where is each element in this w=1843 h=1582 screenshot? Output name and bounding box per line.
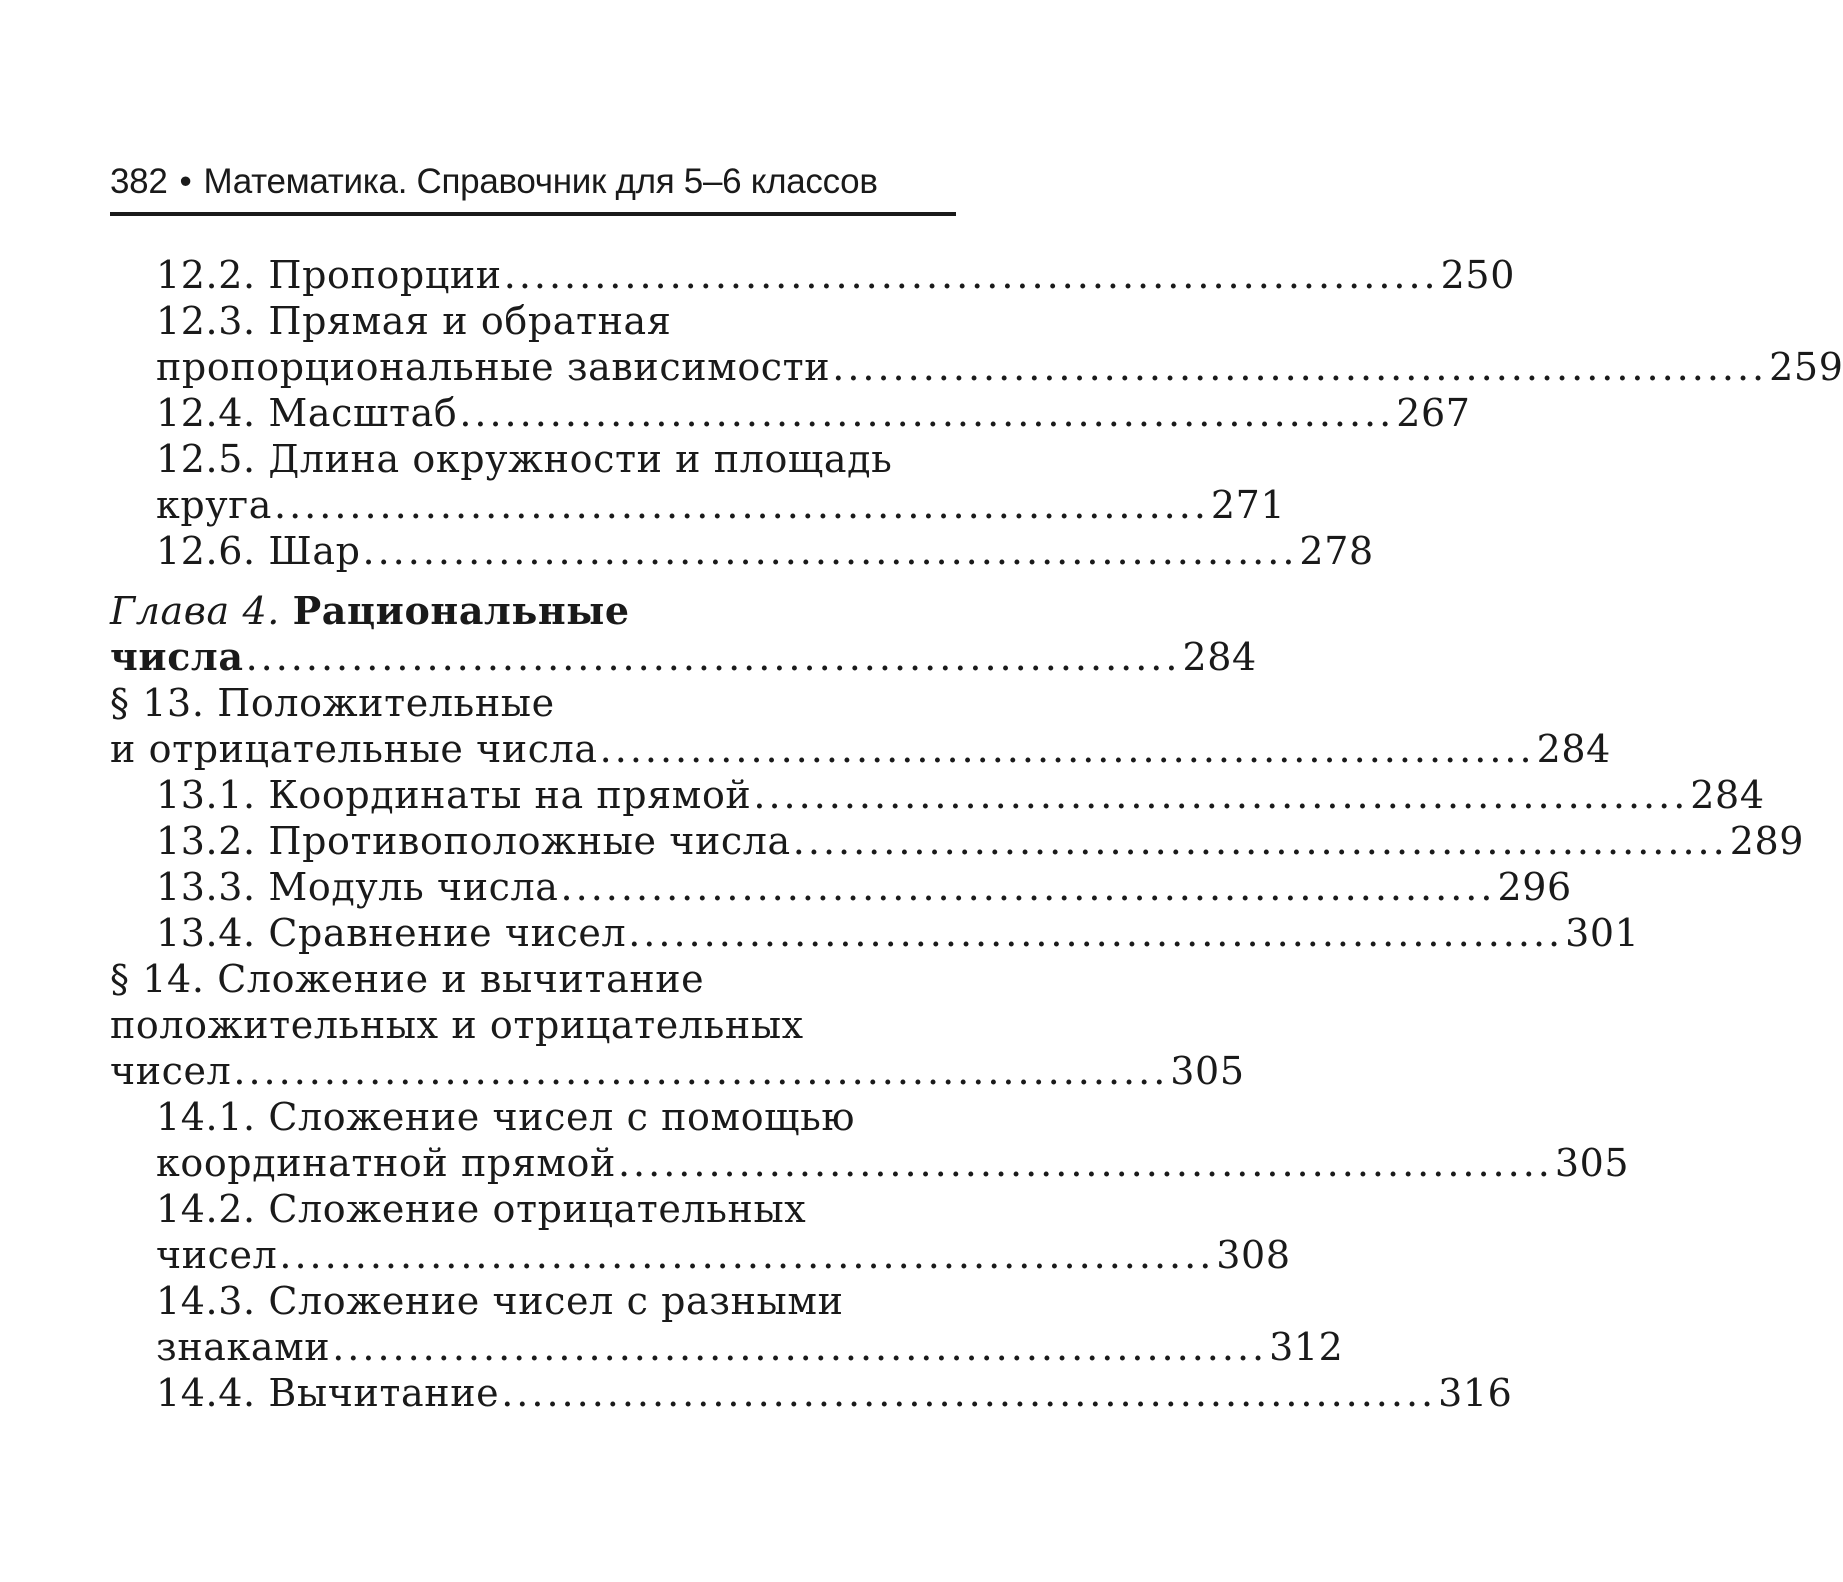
toc-page: 284: [1690, 773, 1765, 817]
toc-page: 305: [1554, 1141, 1630, 1185]
toc-entry-12-5-cont[interactable]: круга .............................................................. 271: [156, 483, 1286, 527]
toc-page: 289: [1729, 819, 1805, 863]
toc-entry-14-2-cont[interactable]: чисел .............................................................. 308: [156, 1233, 1291, 1277]
toc-entry-12-3[interactable]: 12.3. Прямая и обратная: [156, 299, 672, 343]
toc-section-14-cont2[interactable]: чисел .............................................................. 305: [110, 1049, 1245, 1093]
leader-dots: ..............................................................: [503, 253, 1439, 297]
toc-entry-13-1[interactable]: 13.1. Координаты на прямой .............................................................. 284: [156, 773, 1765, 817]
toc-section-14-cont[interactable]: положительных и отрицательных: [110, 1003, 804, 1047]
toc-entry-13-4[interactable]: 13.4. Сравнение чисел .............................................................. 301: [156, 911, 1640, 955]
toc-page: 316: [1438, 1371, 1513, 1415]
leader-dots: ..............................................................: [599, 727, 1535, 771]
leader-dots: ..............................................................: [233, 1049, 1169, 1093]
toc-page: 284: [1536, 727, 1611, 771]
leader-dots: ..............................................................: [501, 1371, 1437, 1415]
page-number: 382: [110, 162, 168, 201]
toc-entry-14-2[interactable]: 14.2. Сложение отрицательных: [156, 1187, 807, 1231]
toc-page: 250: [1440, 253, 1515, 297]
leader-dots: ..............................................................: [459, 391, 1395, 435]
leader-dots: ..............................................................: [792, 819, 1728, 863]
toc-entry-12-2[interactable]: 12.2. Пропорции .............................................................. 250: [156, 253, 1515, 297]
toc-section-13[interactable]: § 13. Положительные: [110, 681, 555, 725]
leader-dots: ..............................................................: [245, 635, 1181, 679]
toc-entry-14-3[interactable]: 14.3. Сложение чисел с разными: [156, 1279, 844, 1323]
leader-dots: ..............................................................: [274, 483, 1209, 527]
toc-page: 278: [1299, 529, 1374, 573]
toc-entry-12-3-cont[interactable]: пропорциональные зависимости .............................................................. 259: [156, 345, 1843, 389]
toc-entry-12-6[interactable]: 12.6. Шар .............................................................. 278: [156, 529, 1374, 573]
toc-chapter-4[interactable]: [110, 588, 954, 634]
toc-page: 296: [1497, 865, 1572, 909]
toc-page: 259: [1769, 345, 1843, 389]
toc-page: 267: [1396, 391, 1471, 435]
toc-entry-12-4[interactable]: 12.4. Масштаб .............................................................. 267: [156, 391, 1471, 435]
leader-dots: ..............................................................: [753, 773, 1689, 817]
toc-page: 312: [1269, 1325, 1344, 1369]
toc-entry-14-3-cont[interactable]: знаками .............................................................. 312: [156, 1325, 1344, 1369]
toc-entry-14-1-cont[interactable]: координатной прямой .............................................................. 305: [156, 1141, 1630, 1185]
bullet-separator: •: [179, 162, 192, 201]
toc-page: 305: [1170, 1049, 1245, 1093]
toc-page: 271: [1210, 483, 1286, 527]
leader-dots: ..............................................................: [832, 345, 1768, 389]
toc-section-13-cont[interactable]: и отрицательные числа .............................................................. 284: [110, 727, 1611, 771]
toc-page: 284: [1182, 635, 1257, 679]
leader-dots: ..............................................................: [617, 1141, 1553, 1185]
toc-chapter-4-cont[interactable]: числа .............................................................. 284: [110, 634, 1257, 679]
toc-entry-13-2[interactable]: 13.2. Противоположные числа .............................................................. 289: [156, 819, 1805, 863]
toc-section-14[interactable]: § 14. Сложение и вычитание: [110, 957, 705, 1001]
toc-entry-12-5[interactable]: 12.5. Длина окружности и площадь: [156, 437, 893, 481]
header-rule: [110, 212, 956, 216]
leader-dots: ..............................................................: [628, 911, 1564, 955]
leader-dots: ..............................................................: [362, 529, 1298, 573]
chapter-title: Рациональные: [292, 588, 630, 633]
toc-entry-14-1[interactable]: 14.1. Сложение чисел с помощью: [156, 1095, 856, 1139]
chapter-label: Глава 4.: [110, 589, 280, 633]
running-head: [110, 160, 956, 204]
book-title: Математика. Справочник для 5–6 классов: [203, 162, 878, 201]
toc-entry-13-3[interactable]: 13.3. Модуль числа .............................................................. 296: [156, 865, 1572, 909]
leader-dots: ..............................................................: [332, 1325, 1268, 1369]
leader-dots: ..............................................................: [560, 865, 1496, 909]
toc-entry-14-4[interactable]: 14.4. Вычитание .............................................................. 316: [156, 1371, 1513, 1415]
toc-page: 301: [1565, 911, 1640, 955]
toc-page: 308: [1216, 1233, 1291, 1277]
leader-dots: ..............................................................: [279, 1233, 1215, 1277]
